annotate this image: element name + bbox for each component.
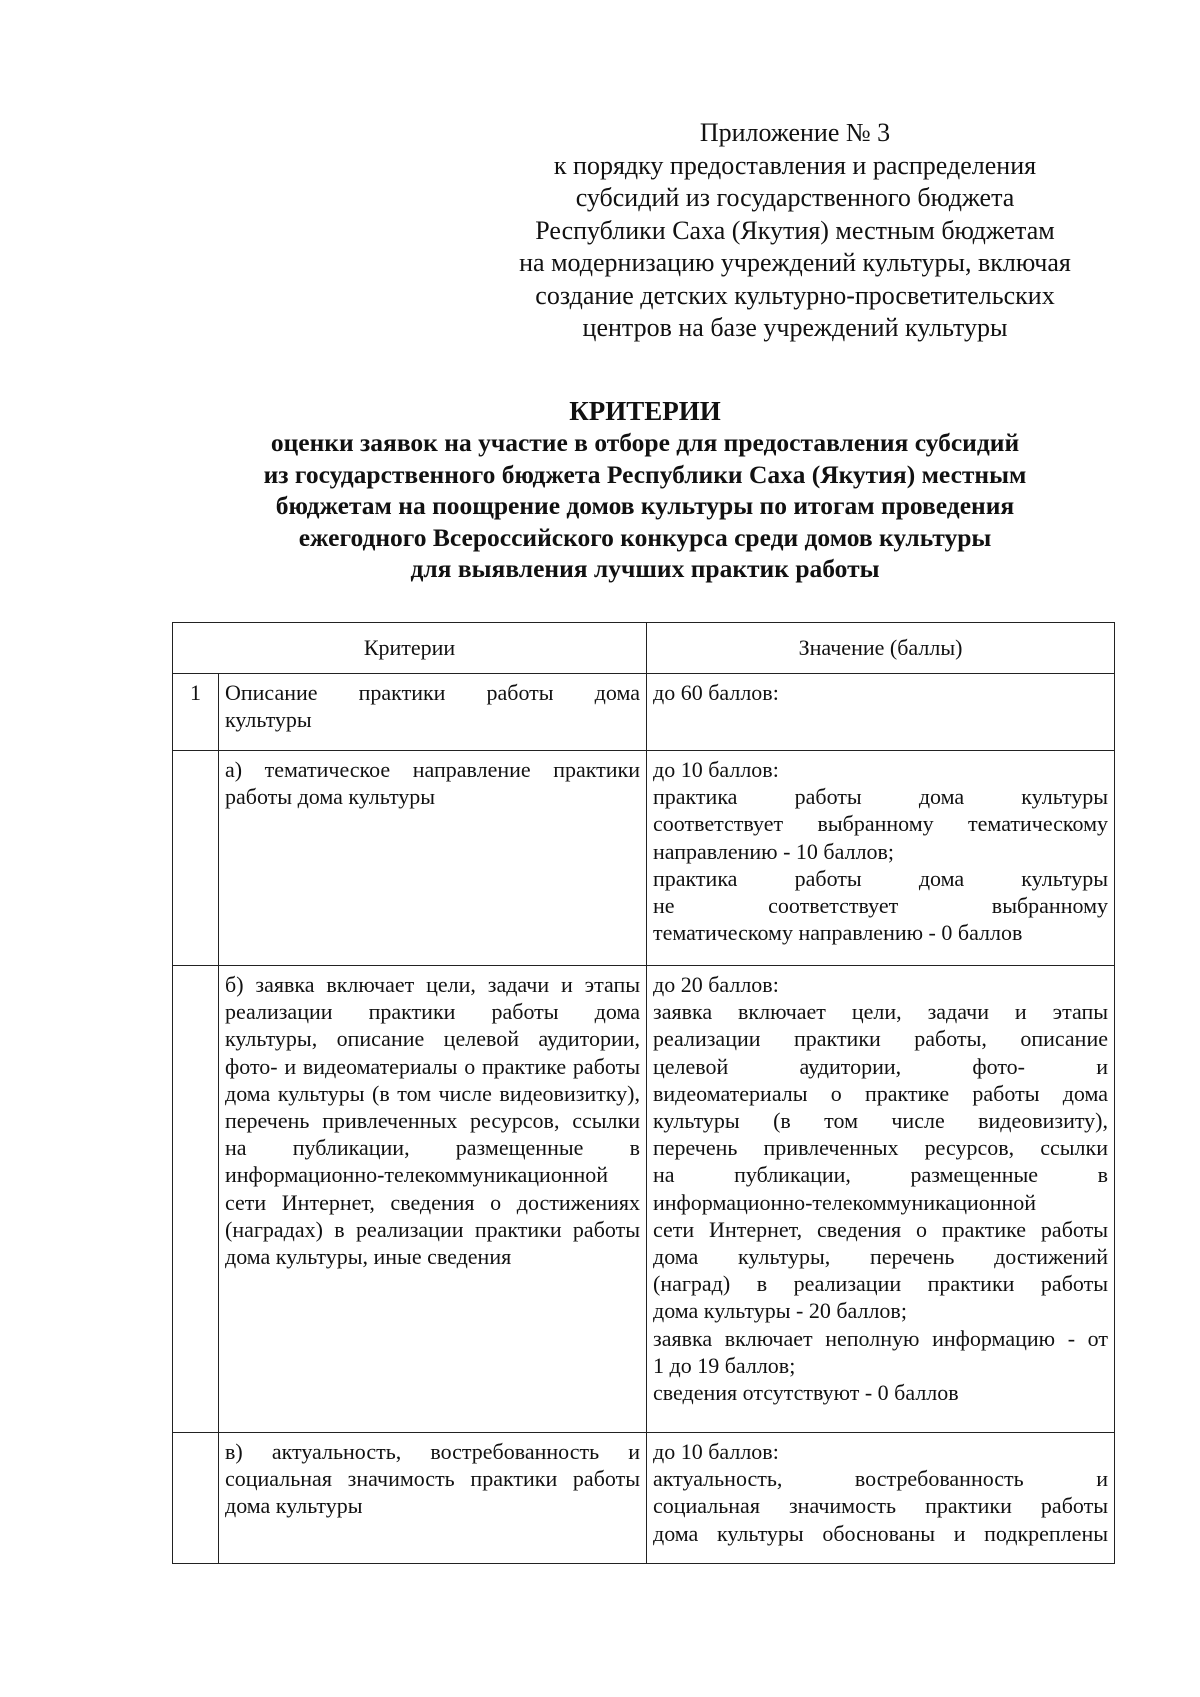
value-line: актуальность, востребованность и <box>653 1466 1108 1492</box>
value-line: практика работы дома культуры <box>653 865 1108 891</box>
value-line: реализации практики работы, описание <box>653 1026 1108 1052</box>
value-line: перечень привлеченных ресурсов, ссылки <box>653 1135 1108 1161</box>
value-line: 1 до 19 баллов; <box>653 1352 796 1378</box>
value-cell <box>647 1433 1115 1564</box>
value-line: соответствует выбранному тематическому <box>653 811 1108 837</box>
value-line: информационно-телекоммуникационной <box>653 1189 1037 1215</box>
criterion-line: культуры <box>225 707 312 733</box>
table-row <box>173 674 1115 751</box>
criterion-cell: а) тематическое направление практики работы дома культуры <box>219 751 647 966</box>
value-line: видеоматериалы о практике работы дома <box>653 1080 1108 1106</box>
table-row <box>173 966 1115 1433</box>
value-line: сети Интернет, сведения о практике работы <box>653 1216 1108 1242</box>
criterion-cell: б) заявка включает цели, задачи и этапы реализации практики работы дома культуры, описание целевой аудитории, фото- и видеоматериалы о практике работы дома культуры (в том числе видеовизитку), перечень привлеченных ресурсов, ссылки на публикации, размещенные в информационно-телекоммуникационной сети Интернет, сведения о достижениях (наградах) в реализации практики работы дома культуры, иные сведения <box>219 966 647 1433</box>
value-line: практика работы дома культуры <box>653 784 1108 810</box>
row-number: 1 <box>173 674 219 751</box>
value-line: сведения отсутствуют - 0 баллов <box>653 1380 959 1406</box>
value-line: до 10 баллов: <box>653 757 779 782</box>
criterion-line: Описание практики работы дома <box>225 680 640 705</box>
value-line: до 10 баллов: <box>653 1439 779 1464</box>
criteria-table <box>172 622 1115 1564</box>
value-line: не соответствует выбранному <box>653 893 1108 919</box>
title-line: ежегодного Всероссийского конкурса среди домов культуры <box>298 522 992 552</box>
row-number-empty <box>173 966 219 1433</box>
value-cell: до 60 баллов: <box>647 674 1115 751</box>
value-cell <box>647 966 1115 1433</box>
value-line: (наград) в реализации практики работы <box>653 1271 1108 1297</box>
value-line: дома культуры, перечень достижений <box>653 1244 1108 1270</box>
value-line: целевой аудитории, фото- и <box>653 1053 1108 1079</box>
value-line: дома культуры - 20 баллов; <box>653 1298 907 1324</box>
value-line: заявка включает неполную информацию - от <box>653 1325 1108 1351</box>
value-line: заявка включает цели, задачи и этапы <box>653 999 1108 1025</box>
value-line: на публикации, размещенные в <box>653 1162 1108 1188</box>
criterion-cell: в) актуальность, востребованность и социальная значимость практики работы дома культуры <box>219 1433 647 1564</box>
appendix-line: на модернизацию учреждений культуры, включая <box>519 248 1071 277</box>
table-header-row <box>173 623 1115 674</box>
header-criteria: Критерии <box>173 623 647 674</box>
document-title <box>120 395 1170 585</box>
appendix-line: Приложение № 3 <box>699 118 891 147</box>
value-line: культуры (в том числе видеовизиту), <box>653 1108 1108 1134</box>
title-line: бюджетам на поощрение домов культуры по итогам проведения <box>275 491 1015 521</box>
title-line: из государственного бюджета Республики Саха (Якутия) местным <box>263 459 1027 489</box>
value-cell <box>647 751 1115 966</box>
value-line: дома культуры обоснованы и подкреплены <box>653 1520 1108 1546</box>
value-line: социальная значимость практики работы <box>653 1493 1108 1519</box>
row-number-empty <box>173 1433 219 1564</box>
table-row <box>173 751 1115 966</box>
row-number-empty <box>173 751 219 966</box>
title-line: оценки заявок на участие в отборе для предоставления субсидий <box>270 428 1020 457</box>
title-line: для выявления лучших практик работы <box>410 554 880 584</box>
appendix-line: создание детских культурно-просветительских <box>535 280 1055 310</box>
title-main: КРИТЕРИИ <box>569 396 721 426</box>
value-line: направлению - 10 баллов; <box>653 838 895 864</box>
value-line: до 20 баллов: <box>653 972 779 997</box>
appendix-line: Республики Саха (Якутия) местным бюджетам <box>535 215 1055 245</box>
appendix-line: к порядку предоставления и распределения <box>553 150 1037 180</box>
appendix-line: субсидий из государственного бюджета <box>575 183 1015 212</box>
criterion-cell <box>219 674 647 751</box>
value-line: тематическому направлению - 0 баллов <box>653 920 1023 946</box>
header-value: Значение (баллы) <box>647 623 1115 674</box>
appendix-header <box>470 117 1120 345</box>
appendix-line: центров на базе учреждений культуры <box>582 313 1008 342</box>
table-row <box>173 1433 1115 1564</box>
